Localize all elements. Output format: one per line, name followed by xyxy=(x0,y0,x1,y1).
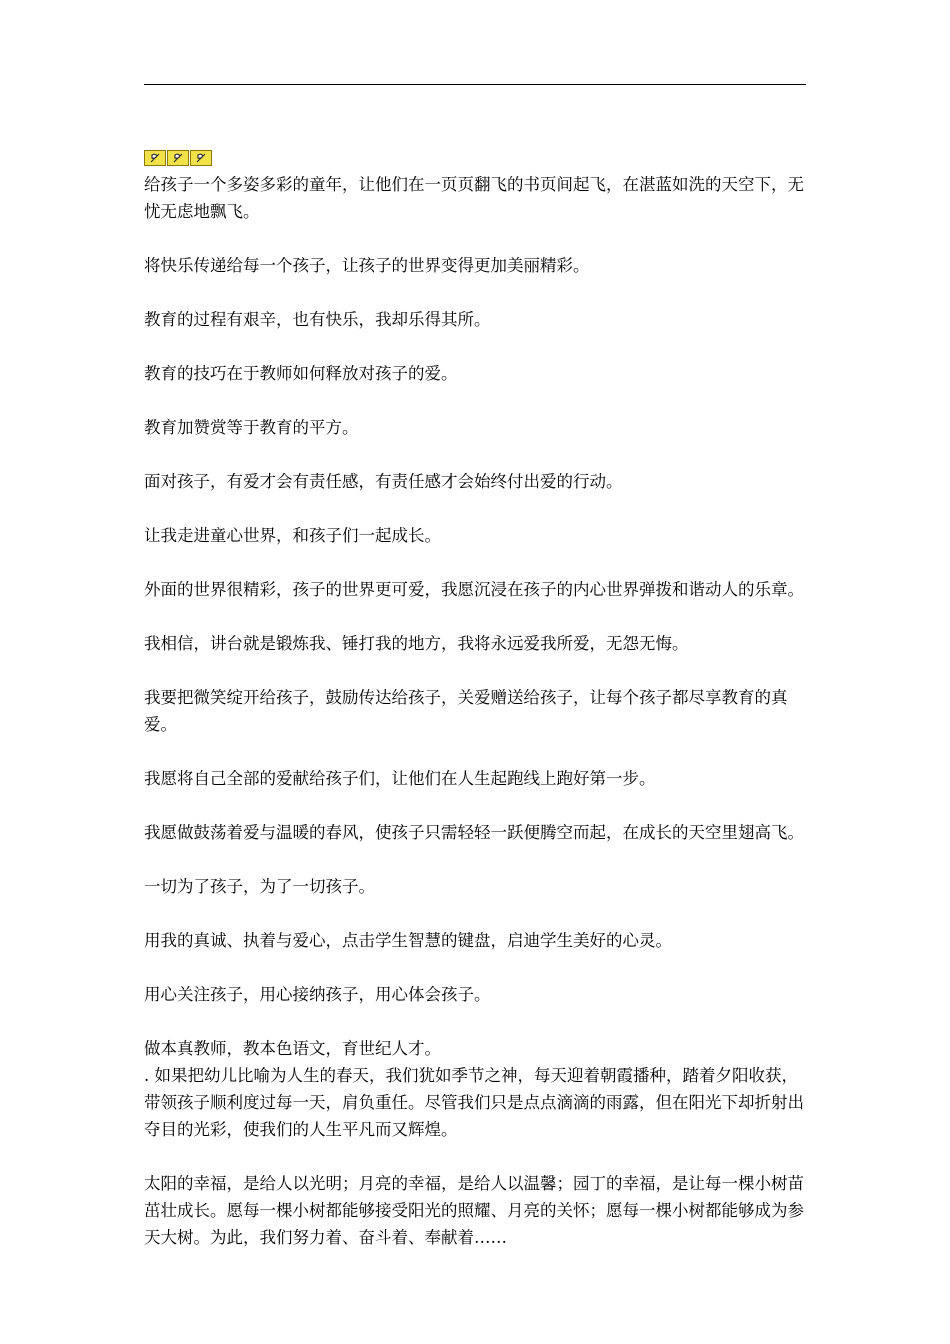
paragraph: 我愿将自己全部的爱献给孩子们，让他们在人生起跑线上跑好第一步。 xyxy=(144,769,656,788)
paragraph: 教育加赞赏等于教育的平方。 xyxy=(144,418,359,437)
paragraph: 给孩子一个多姿多彩的童年，让他们在一页页翻飞的书页间起飞，在湛蓝如洗的天空下，无忧无虑地飘飞。 xyxy=(144,175,804,221)
paragraph: 面对孩子，有爱才会有责任感，有责任感才会始终付出爱的行动。 xyxy=(144,472,623,491)
flower-ornament-icon xyxy=(190,150,212,166)
paragraph: 我相信，讲台就是锻炼我、锤打我的地方，我将永远爱我所爱，无怨无悔。 xyxy=(144,634,689,653)
paragraph: 用我的真诚、执着与爱心，点击学生智慧的键盘，启迪学生美好的心灵。 xyxy=(144,931,672,950)
paragraph: 让我走进童心世界，和孩子们一起成长。 xyxy=(144,526,441,545)
paragraph: 我愿做鼓荡着爱与温暖的春风，使孩子只需轻轻一跃便腾空而起，在成长的天空里翅高飞。 xyxy=(144,823,804,842)
paragraph: 将快乐传递给每一个孩子，让孩子的世界变得更加美丽精彩。 xyxy=(144,256,590,275)
flower-ornament-icon xyxy=(144,150,166,166)
paragraph: . 如果把幼儿比喻为人生的春天，我们犹如季节之神，每天迎着朝霞播种，踏着夕阳收获，带领孩子顺利度过每一天，肩负重任。尽管我们只是点点滴滴的雨露，但在阳光下却折射出夺目的光彩，使我们的人生平凡而又辉煌。 xyxy=(144,1066,804,1139)
paragraph: 教育的过程有艰辛，也有快乐，我却乐得其所。 xyxy=(144,310,491,329)
ornament-strip xyxy=(144,150,212,166)
paragraph: 外面的世界很精彩，孩子的世界更可爱，我愿沉浸在孩子的内心世界弹拨和谐动人的乐章。 xyxy=(144,580,804,599)
paragraph: 我要把微笑绽开给孩子，鼓励传达给孩子，关爱赠送给孩子，让每个孩子都尽享教育的真爱。 xyxy=(144,688,788,734)
header-rule xyxy=(144,84,806,85)
flower-ornament-icon xyxy=(167,150,189,166)
paragraph: 一切为了孩子，为了一切孩子。 xyxy=(144,877,375,896)
paragraph: 用心关注孩子，用心接纳孩子，用心体会孩子。 xyxy=(144,985,491,1004)
paragraph: 教育的技巧在于教师如何释放对孩子的爱。 xyxy=(144,364,458,383)
document-body xyxy=(144,171,808,1251)
paragraph: 太阳的幸福，是给人以光明；月亮的幸福，是给人以温馨；园丁的幸福，是让每一棵小树苗茁壮成长。愿每一棵小树都能够接受阳光的照耀、月亮的关怀；愿每一棵小树都能够成为参天大树。为此，我们努力着、奋斗着、奉献着…… xyxy=(144,1174,804,1247)
paragraph: 做本真教师，教本色语文，育世纪人才。 xyxy=(144,1039,441,1058)
